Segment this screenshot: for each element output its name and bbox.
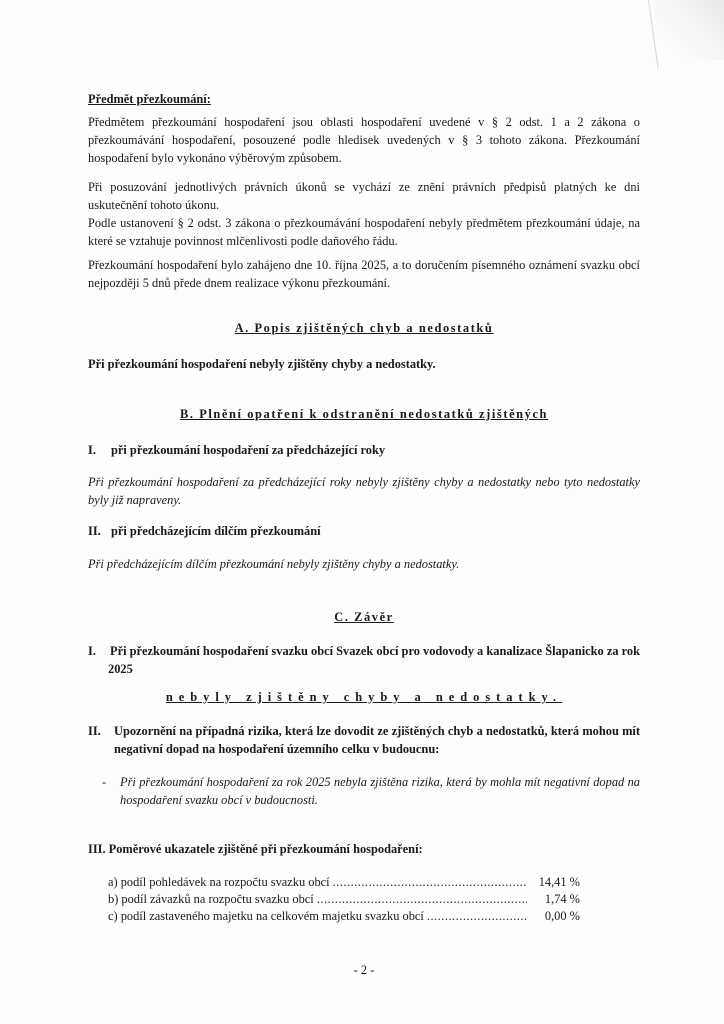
risk-bullet: -: [102, 775, 107, 789]
section-b-item-1-text: Při přezkoumání hospodaření za předcházející roky nebyly zjištěny chyby a nedostatky nebo tyto nedostatky byly již napraveny.: [88, 475, 640, 507]
section-c-item-1-text: Při přezkoumání hospodaření svazku obcí Svazek obcí pro vodovody a kanalizace Šlapanicko za rok 2025: [108, 644, 640, 676]
section-a-title: A. Popis zjištěných chyb a nedostatků: [234, 321, 494, 335]
section-c-title: C. Závěr: [334, 610, 394, 624]
section-b-item-2-label: II.: [88, 524, 101, 538]
ratio-value: 14,41 %: [538, 875, 580, 889]
ratio-value: 1,74 %: [544, 892, 580, 906]
section-c-item-2-text: Upozornění na případná rizika, která lze dovodit ze zjištěných chyb a nedostatků, která mohou mít negativní dopad na hospodaření územního celku v budoucnu:: [114, 724, 640, 756]
section-c-item-2-label: II.: [88, 724, 101, 738]
ratio-label: a) podíl pohledávek na rozpočtu svazku obcí: [108, 875, 330, 889]
subject-heading: Předmět přezkoumání:: [88, 92, 211, 106]
page-corner-shadow: [654, 0, 724, 60]
risk-item-text: Při přezkoumání hospodaření za rok 2025 nebyla zjištěna rizika, která by mohla mít negativní dopad na hospodaření svazku obcí v budoucnosti.: [120, 775, 640, 807]
section-c-item-1-label: I.: [88, 644, 96, 658]
section-b-title: B. Plnění opatření k odstranění nedostatků zjištěných: [179, 407, 549, 421]
subject-paragraph-4: Přezkoumání hospodaření bylo zahájeno dne 10. října 2025, a to doručením písemného oznámení svazku obcí nejpozději 5 dnů přede dnem realizace výkonu přezkoumání.: [88, 258, 640, 290]
section-c-verdict: nebyly zjištěny chyby a nedostatky.: [165, 690, 563, 704]
ratio-value: 0,00 %: [544, 909, 580, 923]
ratio-label: b) podíl závazků na rozpočtu svazku obcí: [108, 892, 314, 906]
ratio-label: c) podíl zastaveného majetku na celkovém majetku svazku obcí: [108, 909, 424, 923]
section-c-item-3-heading: III. Poměrové ukazatele zjištěné při přezkoumání hospodaření:: [88, 842, 423, 856]
ratio-row: [108, 874, 580, 891]
page-number: - 2 -: [353, 963, 375, 977]
ratio-row: [108, 891, 580, 908]
subject-paragraph-3: Podle ustanovení § 2 odst. 3 zákona o přezkoumávání hospodaření nebyly předmětem přezkoumání údaje, na které se vztahuje povinnost mlčenlivosti podle daňového řádu.: [88, 216, 640, 248]
section-a-text: Při přezkoumání hospodaření nebyly zjištěny chyby a nedostatky.: [88, 357, 436, 371]
section-b-item-1-heading: při přezkoumání hospodaření za předcházející roky: [111, 443, 386, 457]
section-b-item-2-heading: při předcházejícím dílčím přezkoumání: [111, 524, 321, 538]
subject-paragraph-1: Předmětem přezkoumání hospodaření jsou oblasti hospodaření uvedené v § 2 odst. 1 a 2 zákona o přezkoumávání hospodaření, posouzené podle hledisek uvedených v § 3 tohoto zákona. Přezkoumání hospodaření bylo vykonáno výběrovým způsobem.: [88, 115, 640, 165]
section-b-item-2-text: Při předcházejícím dílčím přezkoumání nebyly zjištěny chyby a nedostatky.: [88, 557, 460, 571]
subject-paragraph-2: Při posuzování jednotlivých právních úkonů se vychází ze znění právních předpisů platných ke dni uskutečnění tohoto úkonu.: [88, 180, 640, 212]
ratio-leader-dots: [427, 908, 527, 925]
ratio-row: [108, 908, 580, 925]
ratio-leader-dots: [317, 891, 527, 908]
section-b-item-1-label: I.: [88, 443, 96, 457]
ratio-leader-dots: [333, 874, 527, 891]
